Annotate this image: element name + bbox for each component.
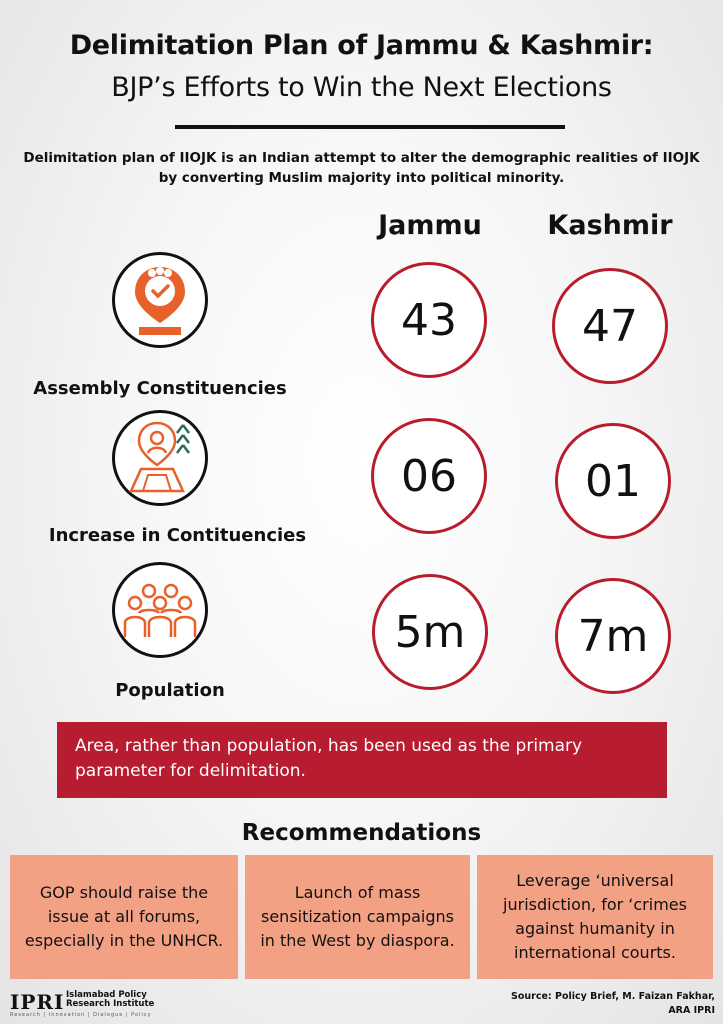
column-header-jammu: Jammu [378,210,482,241]
row-label-population: Population [115,680,225,701]
key-finding-banner: Area, rather than population, has been used as the primary parameter for delimitation. [57,722,667,798]
page-title: Delimitation Plan of Jammu & Kashmir: [69,30,654,61]
logo-tagline: Research | Innovation | Dialogue | Policy [10,1012,152,1018]
jammu-increase-value: 06 [371,418,487,534]
jammu-assembly-value: 43 [371,262,487,378]
logo-name-line2: Research Institute [66,999,155,1009]
intro-text: Delimitation plan of IIOJK is an Indian attempt to alter the demographic realities of IIOJK by converting Muslim majority into political minority. [23,150,700,186]
recommendation-card-2: Launch of mass sensitization campaigns in the West by diaspora. [245,855,470,979]
recommendation-card-1: GOP should raise the issue at all forums, especially in the UNHCR. [10,855,238,979]
source-line2: ARA IPRI [668,1005,715,1016]
jammu-population-value: 5m [372,574,488,690]
page-subtitle: BJP’s Efforts to Win the Next Elections [111,72,612,103]
row-label-assembly-constituencies: Assembly Constituencies [33,378,287,399]
row-label-increase-constituencies: Increase in Contituencies [48,525,307,546]
column-header-kashmir: Kashmir [547,210,673,241]
kashmir-assembly-value: 47 [552,268,668,384]
recommendations-heading: Recommendations [241,820,482,846]
recommendation-card-3: Leverage ‘universal jurisdiction, for ‘crimes against humanity in international courts. [477,855,713,979]
constituency-pin-icon [112,252,208,348]
logo-name-line1: Islamabad Policy [66,990,147,1000]
kashmir-population-value: 7m [555,578,671,694]
kashmir-increase-value: 01 [555,423,671,539]
title-divider [175,125,565,129]
source-line1: Source: Policy Brief, M. Faizan Fakhar, [511,991,715,1002]
crowd-icon [112,562,208,658]
ipri-logo [10,990,210,1020]
source-credit [455,990,715,1018]
logo-mark: IPRI [10,990,65,1014]
location-growth-icon [112,410,208,506]
